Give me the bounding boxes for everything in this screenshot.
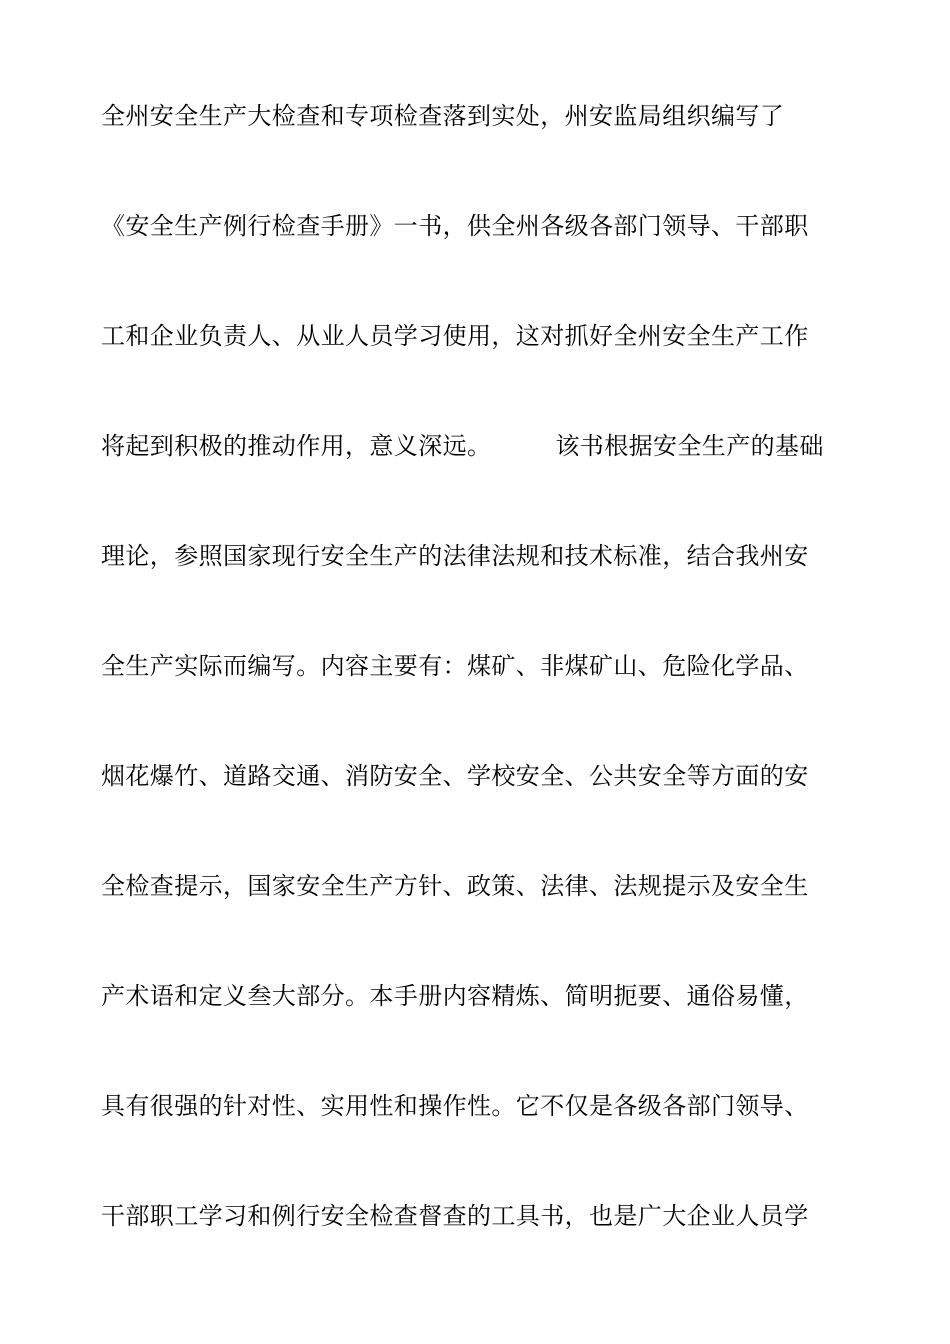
text-line: 全州安全生产大检查和专项检查落到实处，州安监局组织编写了 (101, 102, 785, 130)
text-line: 工和企业负责人、从业人员学习使用，这对抓好全州安全生产工作 (101, 322, 809, 350)
text-line: 烟花爆竹、道路交通、消防安全、学校安全、公共安全等方面的安 (101, 762, 809, 790)
text-line: 全生产实际而编写。内容主要有：煤矿、非煤矿山、危险化学品、 (101, 652, 809, 680)
text-line: 产术语和定义叁大部分。本手册内容精炼、简明扼要、通俗易懂， (101, 982, 809, 1010)
text-line: 理论，参照国家现行安全生产的法律法规和技术标准，结合我州安 (101, 542, 809, 570)
text-segment: 该书根据安全生产的基础 (555, 432, 824, 460)
text-line (101, 431, 824, 461)
text-line: 全检查提示，国家安全生产方针、政策、法律、法规提示及安全生 (101, 872, 809, 900)
text-line: 干部职工学习和例行安全检查督查的工具书，也是广大企业人员学 (101, 1202, 809, 1230)
text-line: 《安全生产例行检查手册》一书，供全州各级各部门领导、干部职 (101, 212, 809, 240)
text-segment: 将起到积极的推动作用，意义深远。 (101, 432, 492, 460)
text-line: 具有很强的针对性、实用性和操作性。它不仅是各级各部门领导、 (101, 1092, 809, 1120)
